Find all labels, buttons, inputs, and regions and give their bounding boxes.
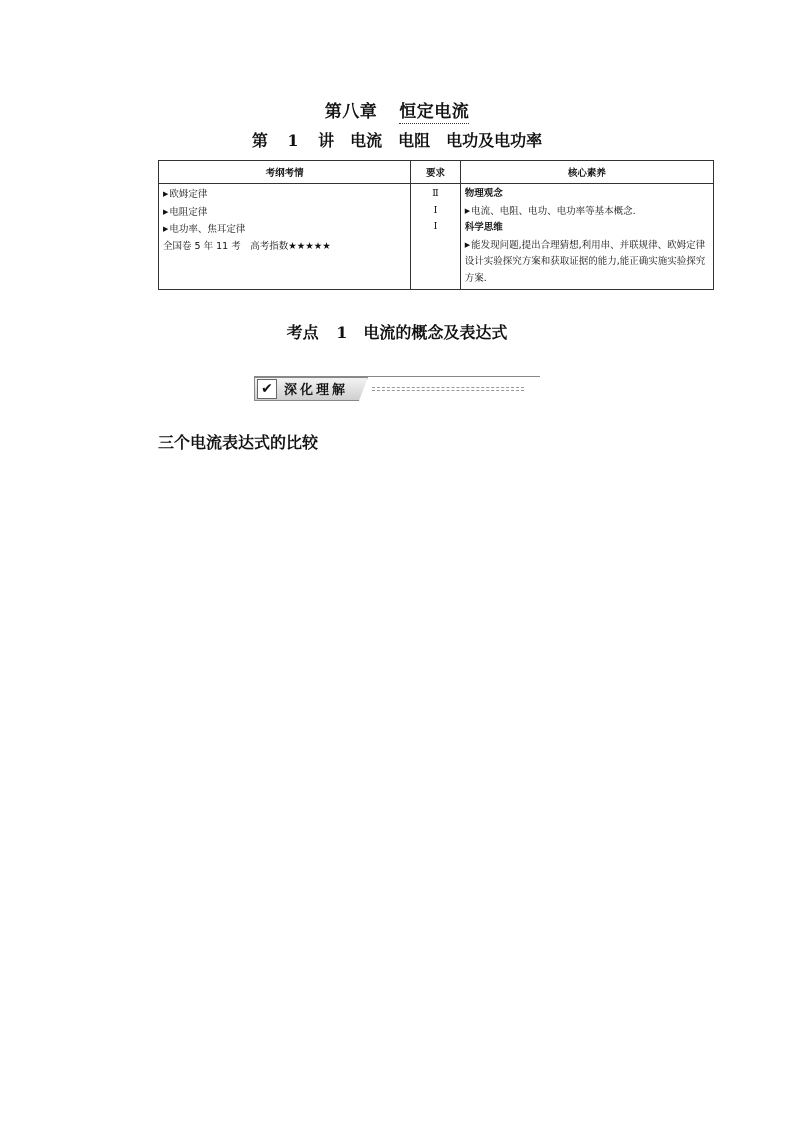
header-exam-outline: 考纲考情 xyxy=(159,161,411,184)
exam-stats: 全国卷 5 年 11 考 高考指数★★★★★ xyxy=(163,240,331,252)
outline-topic: 电阻定律 xyxy=(169,206,208,218)
requirement-level: Ⅰ xyxy=(433,221,438,232)
chapter-name: 恒定电流 xyxy=(399,102,470,122)
chapter-title xyxy=(0,97,794,122)
competency-text-body: 能发现问题,提出合理猜想,利用串、并联规律、欧姆定律设计实验探究方案和获取证据的能力,能正确实施实验探究方案. xyxy=(464,239,706,284)
banner-label: 深化理解 xyxy=(284,383,349,398)
requirement-cell xyxy=(411,184,460,290)
competency-heading: 科学思维 xyxy=(464,222,503,233)
header-requirement: 要求 xyxy=(411,161,460,184)
table-header-row xyxy=(159,161,714,184)
triangle-bullet-icon: ▶ xyxy=(163,190,169,198)
core-competency-cell xyxy=(460,184,713,290)
header-core-competency: 核心素养 xyxy=(460,161,713,184)
check-icon: ✔ xyxy=(257,379,277,399)
triangle-bullet-icon: ▶ xyxy=(163,207,169,216)
section-heading: 三个电流表达式的比较 xyxy=(158,433,319,452)
list-item xyxy=(163,186,406,204)
outline-topic: 电功率、焦耳定律 xyxy=(169,224,246,235)
competency-text-body: 电流、电阻、电功、电功率等基本概念. xyxy=(471,205,636,217)
competency-text xyxy=(465,237,709,288)
lecture-title: 第 1 讲 电流 电阻 电功及电功率 xyxy=(251,131,543,150)
table-row xyxy=(159,184,714,290)
triangle-bullet-icon: ▶ xyxy=(464,206,471,215)
syllabus-table xyxy=(158,160,714,290)
section-banner xyxy=(254,376,544,402)
triangle-bullet-icon: ▶ xyxy=(163,225,169,233)
chapter-number: 第八章 xyxy=(324,102,378,122)
competency-heading: 物理观念 xyxy=(464,188,503,199)
banner-dash-line xyxy=(372,387,524,388)
list-item xyxy=(163,221,406,239)
banner-dash-line xyxy=(372,390,524,391)
competency-text xyxy=(465,203,709,221)
topic-title: 考点 1 电流的概念及表达式 xyxy=(286,323,508,342)
requirement-level: Ⅱ xyxy=(432,188,439,199)
requirement-level: Ⅰ xyxy=(433,204,438,216)
exam-outline-cell xyxy=(159,184,411,290)
outline-topic: 欧姆定律 xyxy=(169,189,208,200)
list-item xyxy=(163,204,406,222)
triangle-bullet-icon: ▶ xyxy=(464,240,471,249)
banner-divider xyxy=(254,376,540,377)
